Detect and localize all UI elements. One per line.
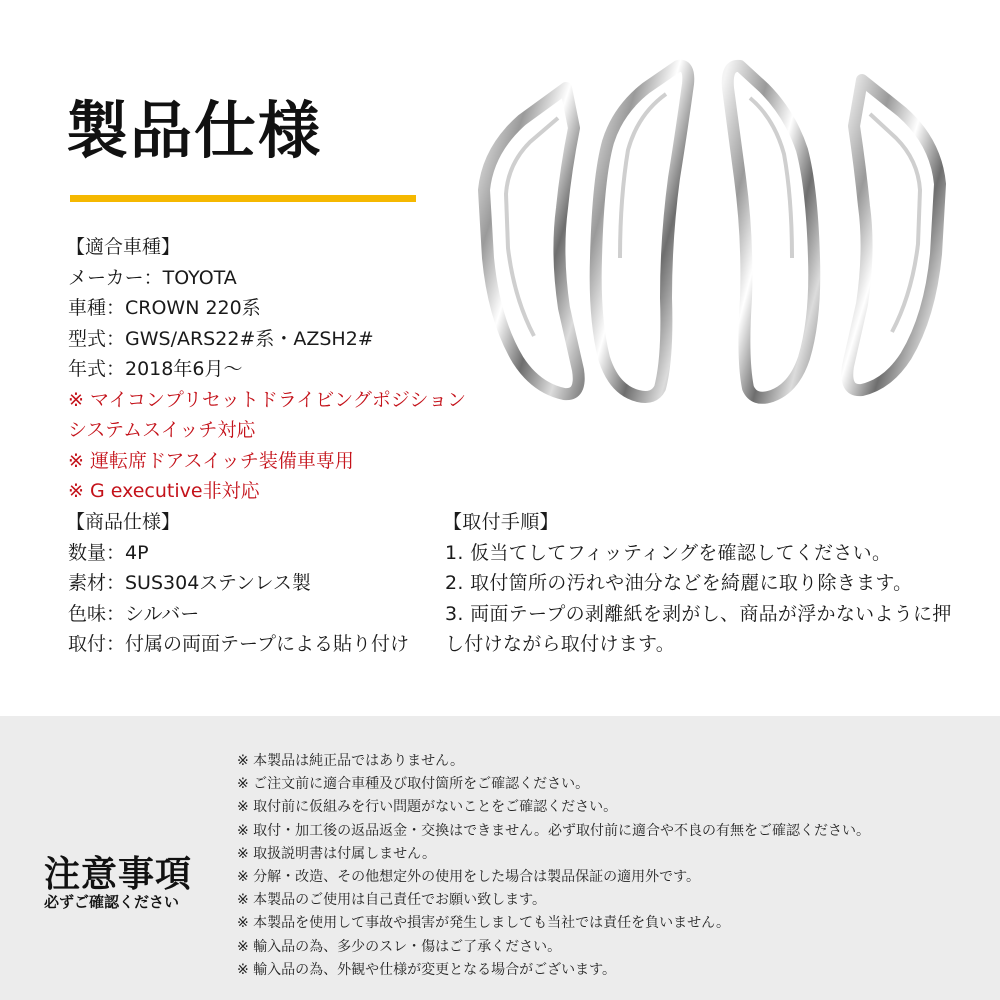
notice-item: ※ 本製品を使用して事故や損害が発生しましても当社では責任を負いません。	[237, 915, 731, 932]
page-title: 製品仕様	[66, 94, 323, 167]
notice-item: ※ ご注文前に適合車種及び取付箇所をご確認ください。	[237, 776, 590, 793]
notice-panel	[0, 716, 1000, 1000]
notice-item: ※ 取付前に仮組みを行い問題がないことをご確認ください。	[237, 799, 618, 816]
product-mounting: 取付：付属の両面テープによる貼り付け	[68, 633, 410, 655]
fit-note: ※ マイコンプリセットドライビングポジション	[68, 388, 467, 411]
step-item: 3. 両面テープの剥離紙を剥がし、商品が浮かないように押	[445, 602, 952, 625]
trim-piece-2	[596, 66, 689, 397]
fit-type: 型式：GWS/ARS22#系・AZSH2#	[68, 327, 374, 350]
trim-piece-1	[484, 88, 579, 394]
install-steps	[445, 507, 952, 660]
notice-item: ※ 輸入品の為、外観や仕様が変更となる場合がございます。	[237, 961, 617, 978]
step-item: 2. 取付箇所の汚れや油分などを綺麗に取り除きます。	[445, 572, 913, 594]
notice-item: ※ 本製品は純正品ではありません。	[237, 753, 465, 769]
fit-note: ※ 運転席ドアスイッチ装備車専用	[68, 449, 354, 472]
title-underline	[70, 195, 416, 202]
product-material: 素材：SUS304ステンレス製	[68, 572, 311, 594]
notice-item: ※ 本製品のご使用は自己責任でお願い致します。	[237, 892, 547, 909]
fit-maker: メーカー：TOYOTA	[68, 266, 237, 289]
notice-item: ※ 取付・加工後の返品返金・交換はできません。必ず取付前に適合や不良の有無をご確認ください。	[237, 822, 871, 839]
chrome-trim-photo	[478, 58, 948, 410]
step-item: 1. 仮当てしてフィッティングを確認してください。	[445, 541, 892, 564]
steps-heading: 【取付手順】	[443, 511, 559, 533]
fit-model: 車種：CROWN 220系	[68, 297, 261, 319]
product-heading: 【商品仕様】	[66, 511, 181, 533]
product-color: 色味：シルバー	[68, 602, 200, 625]
trim-piece-3	[728, 66, 815, 398]
fit-spec	[68, 232, 466, 507]
notice-item: ※ 取扱説明書は付属しません。	[237, 845, 437, 862]
notice-item: ※ 分解・改造、その他想定外の使用をした場合は製品保証の適用外です。	[237, 869, 701, 886]
notice-subtitle: 必ずご確認ください	[44, 893, 180, 911]
trim-piece-4	[847, 80, 940, 390]
fit-note: システムスイッチ対応	[68, 419, 256, 441]
notice-list	[237, 750, 870, 982]
notice-title: 注意事項	[44, 854, 193, 895]
product-quantity: 数量：4P	[68, 541, 149, 564]
step-item: し付けながら取付けます。	[445, 633, 676, 655]
product-spec	[68, 507, 409, 660]
fit-year: 年式：2018年6月～	[68, 358, 243, 380]
fit-note: ※ G executive非対応	[68, 480, 260, 502]
fit-heading: 【適合車種】	[66, 236, 181, 258]
notice-item: ※ 輸入品の為、多少のスレ・傷はご了承ください。	[237, 938, 562, 955]
